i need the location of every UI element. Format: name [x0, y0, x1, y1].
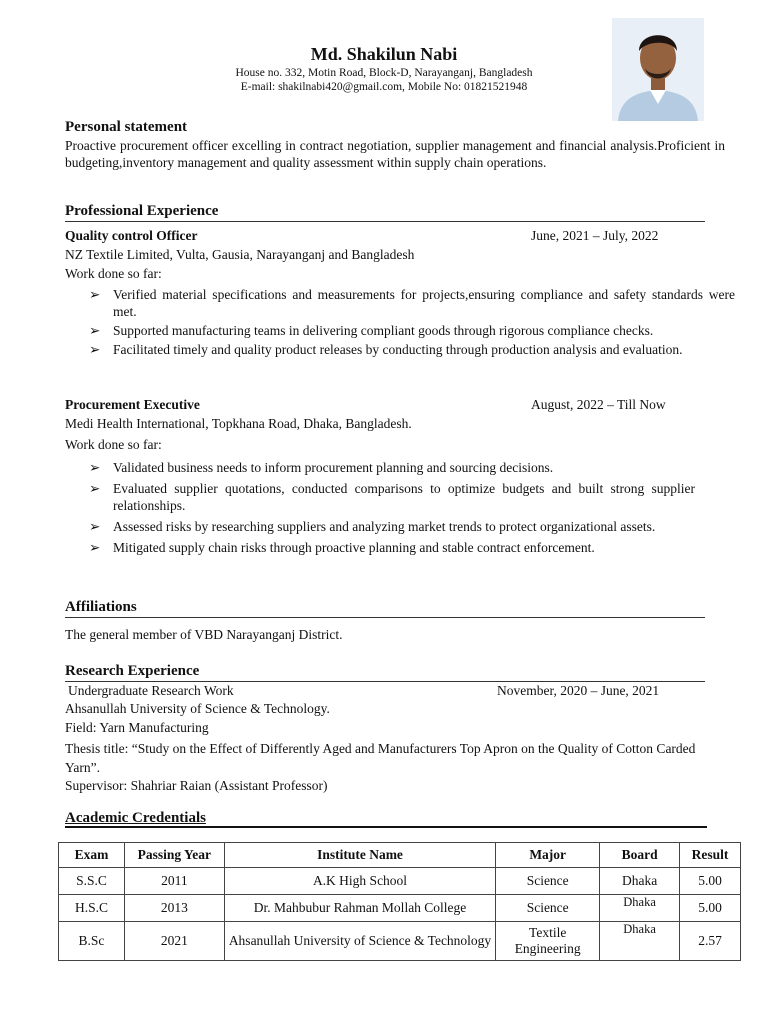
table-row: [59, 922, 741, 961]
arrow-bullet-icon: ➢: [89, 481, 101, 496]
section-divider: [65, 826, 707, 828]
table-cell: 2.57: [680, 922, 741, 961]
professional-experience-heading: Professional Experience: [65, 203, 219, 219]
table-cell: 5.00: [680, 895, 741, 922]
arrow-bullet-icon: ➢: [89, 540, 101, 555]
column-header: Result: [680, 843, 741, 868]
column-header: Institute Name: [224, 843, 495, 868]
table-cell: 2021: [124, 922, 224, 961]
table-header-row: [59, 843, 741, 868]
job-2-duties: [89, 459, 695, 556]
research-experience-heading: Research Experience: [65, 663, 200, 679]
table-cell: Ahsanullah University of Science & Technology: [224, 922, 495, 961]
table-cell: B.Sc: [59, 922, 125, 961]
list-item: ➢ Verified material specifications and measurements for projects,ensuring compliance and safety standards were met.: [89, 287, 735, 319]
arrow-bullet-icon: ➢: [89, 460, 101, 475]
job-2-dates: August, 2022 – Till Now: [531, 397, 666, 412]
job-1-organization: NZ Textile Limited, Vulta, Gausia, Narayanganj and Bangladesh: [65, 247, 415, 262]
address-line: House no. 332, Motin Road, Block-D, Narayanganj, Bangladesh: [235, 67, 533, 79]
section-divider: [65, 617, 705, 618]
column-header: Passing Year: [124, 843, 224, 868]
table-cell: Dr. Mahbubur Rahman Mollah College: [224, 895, 495, 922]
job-1-dates: June, 2021 – July, 2022: [531, 228, 659, 243]
table-cell: Science: [496, 895, 600, 922]
table-cell: Science: [496, 868, 600, 895]
job-2-organization: Medi Health International, Topkhana Road, Dhaka, Bangladesh.: [65, 416, 412, 431]
arrow-bullet-icon: ➢: [89, 342, 101, 357]
job-2-role: Procurement Executive: [65, 397, 200, 412]
contact-line: E-mail: shakilnabi420@gmail.com, Mobile No: 01821521948: [240, 81, 528, 93]
personal-statement-text: Proactive procurement officer excelling in contract negotiation, supplier management and financial analysis.Proficient in budgeting,inventory management and quality assessment within supply chain operations.: [65, 138, 725, 170]
table-cell: S.S.C: [59, 868, 125, 895]
personal-statement-heading: Personal statement: [65, 119, 188, 135]
table-cell: Dhaka: [600, 895, 680, 922]
section-divider: [65, 681, 705, 682]
table-cell: H.S.C: [59, 895, 125, 922]
table-row: [59, 895, 741, 922]
table-cell: Dhaka: [600, 868, 680, 895]
job-1-work-label: Work done so far:: [65, 266, 162, 281]
profile-photo: [612, 18, 704, 121]
candidate-name: Md. Shakilun Nabi: [310, 44, 458, 64]
job-1-duties: [89, 286, 735, 358]
table-cell: Dhaka: [600, 922, 680, 961]
list-item: ➢ Evaluated supplier quotations, conducted comparisons to optimize budgets and built strong supplier relationships.: [89, 481, 695, 513]
list-item: ➢ Facilitated timely and quality product releases by conducting through production analysis and evaluation.: [89, 342, 683, 357]
column-header: Board: [600, 843, 680, 868]
research-supervisor: Supervisor: Shahriar Raian (Assistant Professor): [65, 778, 328, 793]
research-university: Ahsanullah University of Science & Technology.: [65, 701, 330, 716]
job-1-role: Quality control Officer: [65, 228, 198, 243]
research-thesis: Thesis title: “Study on the Effect of Differently Aged and Manufacturers Top Apron on the Quality of Cotton Carded Yarn”.: [65, 741, 696, 775]
table-cell: 2013: [124, 895, 224, 922]
table-cell: 2011: [124, 868, 224, 895]
research-dates: November, 2020 – June, 2021: [497, 683, 660, 698]
arrow-bullet-icon: ➢: [89, 519, 101, 534]
affiliations-heading: Affiliations: [65, 599, 137, 615]
academic-credentials-heading: Academic Credentials: [65, 810, 206, 826]
arrow-bullet-icon: ➢: [89, 287, 101, 302]
list-item: ➢ Validated business needs to inform procurement planning and sourcing decisions.: [89, 460, 554, 475]
affiliations-text: The general member of VBD Narayanganj District.: [65, 627, 343, 642]
list-item: ➢ Supported manufacturing teams in delivering compliant goods through rigorous compliance checks.: [89, 323, 654, 338]
table-cell: 5.00: [680, 868, 741, 895]
list-item: ➢ Assessed risks by researching suppliers and analyzing market trends to protect organizational assets.: [89, 519, 656, 534]
academic-table: [58, 842, 741, 961]
list-item: ➢ Mitigated supply chain risks through proactive planning and stable contract enforcement.: [89, 540, 595, 555]
research-field: Field: Yarn Manufacturing: [65, 720, 209, 735]
job-2-work-label: Work done so far:: [65, 437, 162, 452]
research-role: Undergraduate Research Work: [68, 683, 234, 698]
column-header: Major: [496, 843, 600, 868]
table-cell: A.K High School: [224, 868, 495, 895]
column-header: Exam: [59, 843, 125, 868]
section-divider: [65, 221, 705, 222]
table-row: [59, 868, 741, 895]
arrow-bullet-icon: ➢: [89, 323, 101, 338]
table-cell: Textile Engineering: [496, 922, 600, 961]
